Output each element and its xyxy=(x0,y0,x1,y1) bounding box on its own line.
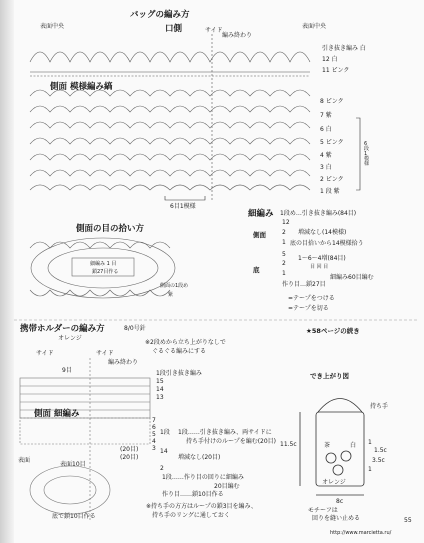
dim-1-5: 1.5c xyxy=(374,447,387,454)
source-url: http://www.marcietta.ru/ xyxy=(330,530,392,536)
side-row-12: 12 xyxy=(282,219,290,226)
holder-title: 携帯ホルダーの編み方 xyxy=(20,324,105,334)
holder-chain-start: 作り目……鎖10目作る xyxy=(162,491,224,498)
pickup-chain-count: 鎖27目作る xyxy=(92,269,119,275)
holder-color: オレンジ xyxy=(58,335,82,342)
holder-footnote-2: 持ち手のリングに通しておく xyxy=(152,512,230,519)
dim-height: 11.5c xyxy=(280,441,297,448)
side-section-label: 側面 xyxy=(253,231,266,239)
side-incr: 増減なし(14模様) xyxy=(298,229,347,236)
holder-side-right: サイド xyxy=(96,350,114,357)
bottom-incr: 1〜6〜4増(84目) xyxy=(298,255,346,262)
row-label-11: 11 ピンク xyxy=(322,67,350,74)
bottom-row-5: 5 xyxy=(282,251,286,258)
bag-mouth-fans xyxy=(30,52,310,76)
front-center-left-label: 表面中央 xyxy=(40,23,65,30)
handle-label: 持ち手 xyxy=(370,403,389,410)
holder-note-2: ぐるぐる編みにする xyxy=(152,348,207,355)
dim-width: 8c xyxy=(336,498,344,505)
finished-title: でき上がり図 xyxy=(310,372,349,380)
holder-front-label: 表面 xyxy=(18,457,31,464)
body-pattern-title: 側面 模様編み縞 xyxy=(50,82,113,92)
holder-front-10: 表面10目 xyxy=(60,461,86,468)
row-label-1: 1 段 紫 xyxy=(320,188,340,195)
holder-side-left: サイド xyxy=(36,350,54,357)
holder-n20a: (20目) xyxy=(120,446,139,453)
sc-row1: 1段め…引き抜き編み(84目) xyxy=(280,210,357,217)
holder-r1-desc: 1段……引き抜き編み、両サイドに xyxy=(178,429,272,436)
dim-3-5: 3.5c xyxy=(372,457,385,464)
bag-title: バッグの編み方 xyxy=(130,10,190,20)
row-label-3: 3 白 xyxy=(320,164,332,171)
orange-label: オレンジ xyxy=(322,479,346,486)
bottom-chain: 作り目…鎖27目 xyxy=(282,281,326,288)
holder-row-6: 6 xyxy=(152,424,156,431)
holder-row9: 9目 xyxy=(62,367,72,374)
holder-rows-1: 1段 xyxy=(160,429,170,436)
pickup-first-row-color: 紫 xyxy=(168,292,174,298)
holder-end: 編み終わり xyxy=(108,359,139,366)
holder-r1-start: 1段……作り目の回りに細編み xyxy=(162,474,244,481)
holder-bottom-10: 底で鎖10目作る xyxy=(52,513,96,520)
row-label-2: 2 ピンク xyxy=(320,176,344,183)
holder-grid-diagram xyxy=(20,358,150,520)
mouth-side-label: 口側 xyxy=(165,24,183,34)
page-number: 55 xyxy=(404,517,412,524)
motif-note-1: モチーフは xyxy=(308,507,338,514)
six-row-bracket-label: 6段1模様 xyxy=(364,141,370,167)
dim-1b: 1 xyxy=(368,466,372,473)
pickup-first-row: 側面の1段め xyxy=(160,283,189,289)
bottom-row-2: 2 xyxy=(282,260,286,267)
row-label-12: 12 白 xyxy=(322,56,338,63)
holder-needle: 8/0号針 xyxy=(124,325,146,332)
holder-row-13: 13 xyxy=(156,394,164,401)
tape-attach-note: =テープをつける xyxy=(288,295,335,302)
side-pickup: 底の目拾いから14模様拾う xyxy=(290,240,364,247)
holder-footnote-1: ※持ち手の方方はループの鎖3目を編み、 xyxy=(146,503,257,510)
row-label-slip: 引き抜き編み 白 xyxy=(322,45,366,52)
tea-label: 茶 xyxy=(324,442,331,449)
sc-title: 細編み xyxy=(248,209,274,219)
row-label-6: 6 白 xyxy=(320,126,332,133)
tape-cut-note: =テープを切る xyxy=(288,305,329,312)
bottom-row-note: 目 回 目 xyxy=(310,264,329,270)
white-label: 白 xyxy=(350,442,357,449)
bag-body-fans xyxy=(30,90,310,190)
holder-r14-desc: 増減なし(20目) xyxy=(178,454,221,461)
holder-note-1: ※2段めから立ち上がりなしで xyxy=(145,339,226,346)
holder-row-slip: 1段引き抜き編み xyxy=(156,370,202,377)
pickup-oval-diagram xyxy=(30,238,175,298)
bottom-row-1: 1 xyxy=(282,270,286,277)
holder-row-14: 14 xyxy=(156,386,164,393)
side-row-1: 1 xyxy=(282,239,286,246)
row-label-8: 8 ピンク xyxy=(320,98,344,105)
holder-row-3: 3 xyxy=(152,445,156,452)
holder-r1-total: 20目編む xyxy=(214,483,240,490)
row-label-4: 4 紫 xyxy=(320,152,332,159)
pickup-sc-label: 細編み 1 目 xyxy=(90,261,117,267)
holder-row-15: 15 xyxy=(156,378,164,385)
holder-side-title: 側面 細編み xyxy=(34,409,80,419)
holder-n20b: (20目) xyxy=(120,454,139,461)
continued-note: ★58ページの続き xyxy=(306,327,360,335)
side-row-2: 2 xyxy=(282,229,286,236)
repeat-label: 6目1模様 xyxy=(170,203,196,210)
holder-row-5: 5 xyxy=(152,431,156,438)
holder-row-7: 7 xyxy=(152,417,156,424)
holder-r1-desc2: 持ち手付けのループを編む(20目) xyxy=(186,438,277,445)
end-label: 編み終わり xyxy=(222,32,253,39)
holder-rows-14: 14 xyxy=(160,448,168,455)
row-label-7: 7 紫 xyxy=(320,112,332,119)
holder-row-4: 4 xyxy=(152,438,156,445)
holder-rows-2: 2 xyxy=(160,465,164,472)
side-label: サイド xyxy=(205,27,223,34)
row-label-5: 5 ピンク xyxy=(320,139,344,146)
motif-note-2: 回りを縫い止める xyxy=(312,515,361,522)
bottom-short: 細編み60目編む xyxy=(330,274,374,281)
front-center-right-label: 表面中央 xyxy=(302,23,327,30)
pickup-title: 側面の目の拾い方 xyxy=(76,224,145,234)
bottom-section-label: 底 xyxy=(253,266,260,274)
dim-1a: 1 xyxy=(368,439,372,446)
